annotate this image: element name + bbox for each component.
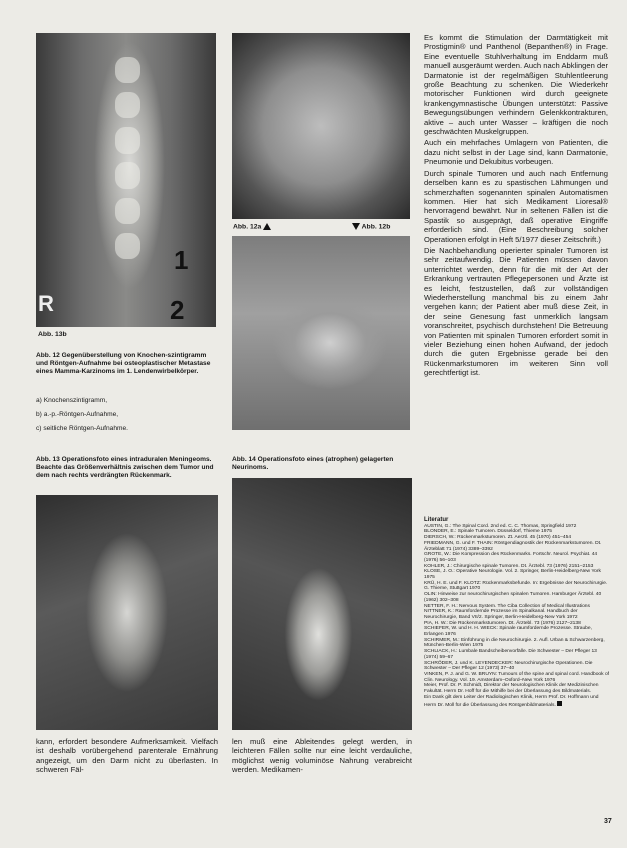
literature-entry: KRÜ, H. E. und F. KLOTZ: Rückenmarksbefunde. In: Ergebnisse der Neurochirurgie. G. Thieme, Stuttgart 1970 [424,580,608,592]
operation-photo-neurinoma [232,478,412,730]
literature-entry: KLOSE, J. O.: Operative Neurologie. Vol. 2. Springer, Berlin-Heidelberg-New York 1975 [424,569,601,581]
literature-entry: SCHIRMER, M.: Einführung in die Neurochirurgie. 2. Aufl. Urban & Schwarzenberg, München-Berlin-Wien 1975 [424,637,605,649]
caption-13-title: Abb. 13 [36,456,60,463]
literature-entry: OLIN: Hinweise zur neurochirurgischen spinalen Tumoren. Hamburger Ärztebl. 40 (1962) 302–308 [424,592,602,603]
fig-12b-text: Abb. 12b [361,223,391,231]
operation-photo-meningioma [36,495,218,730]
right-paragraph-4 [424,246,608,378]
bottom-left-text: kann, erfordert besondere Aufmerksamkeit. Vielfach ist deshalb vorübergehend parenterale Ernährung angezeigt, um den Darm nicht zu überlasten. In schweren Fäl- [36,737,218,775]
literature-entry: NETTER, F. H.: Nervous System. The Ciba Collection of Medical Illustrations [424,603,590,609]
literature-entry: DIERSCH, W.: Rückenmarkstumoren. Zt. Aerztl. 45 (1970) 451–454 [424,535,572,541]
literature-entry: Meier, Prof. Dr. P. Schmidt, Direktor der Neurologischen Klinik der Medizinischen Fakultät. Herrn Dr. Hoff für die Mithilfe bei der Überlassung des Bildmaterials. [424,683,599,695]
literature-entry: KOHLER, J.: Chirurgische spinale Tumoren. Dt. Ärztebl. 73 (1976) 2151–2153 [424,563,594,569]
caption-fig-14 [232,456,412,472]
fig-13b-label: Abb. 13b [38,331,67,338]
bottom-middle-text: len muß eine Ableitendes gelegt werden, in leichteren Fällen sollte nur eine leicht verdauliche, möglichst wenig voluminöse Nahrung verabreicht werden. Medikamen- [232,737,412,775]
right-paragraph-4-text: Die Nachbehandlung operierter spinaler Tumoren ist sehr zeitaufwendig. Die Patienten müssen davon unterrichtet werden, denn für die mit der Art der Erkrankung vertrauten Pflegepersonen und Ärzte ist es leicht, festzustellen, daß zur vollständigen Wiederherstellung manchmal bis zu einem Jahr vergehen kann; der Patient aber muß diese Zeit, in der seine Genesung fast unmerklich langsam voranschreitet, psychisch durchstehen! Die Betreuung von Patienten mit spinalen Tumoren erfordert somit in vieler Beziehung einen hohen Aufwand, der jedoch durch die guten Ergebnisse gerade bei den Rückenmarkstumoren im weiteren Sinn voll gerechtfertigt ist. [424,245,608,378]
literature-entry: AUSTIN, G.: The Spinal Cord. 2nd ed. C. C. Thomas, Springfield 1972 [424,523,577,529]
literature-entry: SCHRÖDER, J. und K. LEYENDECKER: Neurochirurgische Operationen. Die Schwester – Der Pfleger 12 (1973) 37–40 [424,660,593,672]
right-paragraph-1: Es kommt die Stimulation der Darmtätigkeit mit Prostigmin® und Panthenol (Bepanthen®) in Frage. Eine eventuelle Stuhlverhaltung im Enddarm muß manuell ausgeräumt werden. Auch nach Abklingen der Darmatonie ist der regelmäßigen Stuhlentleerung große Beachtung zu schenken. Die Wiederkehr motorischer Funktionen wird durch geeignete krankengymnastische Übungen unterstützt: Passive Bewegungsübungen verhindern Gelenkkontrakturen, aktive – auch unter Wasser – kräftigen die noch geschwächten Muskelgruppen. [424,33,608,137]
triangle-down-icon [352,223,360,230]
xray-lateral-spine-image [232,236,410,430]
fig-12b-label [352,223,390,230]
caption-14-text: Operationsfoto eines (atrophen) gelagerten Neurinoms. [232,456,394,471]
caption-12-item-c: c) seitliche Röntgen-Aufnahme. [36,425,128,432]
right-paragraph-3: Durch spinale Tumoren und auch nach Entfernung derselben kann es zu spastischen Lähmungen und schmerzhaften sogenannten spinalen Automatismen kommen. Hier hat sich Medikament Lioresal® hervorragend bewährt. Nur in seltenen Fällen ist die Spastik so ausgeprägt, daß operative Eingriffe erforderlich sind. (Eine Beschreibung solcher Operationen erfolgt in Heft 5/1977 dieser Zeitschrift.) [424,168,608,244]
literature-heading: Literatur [424,517,449,523]
marker-2-label: 2 [170,295,185,325]
literature-entry-text: Ein Dank gilt dem Leiter der Radiologischen Klinik, Herrn Prof. Dr. Hoffmann und Herrn Dr. Moll für die Überlassung des Röntgenbildmaterials. [424,694,599,708]
literature-entry [424,695,610,708]
fig-12a-label [233,223,271,230]
literature-entry: GROTE, W.: Die Kompression des Rückenmarks. Fortschr. Neurol. Psychiat. 44 (1976) 56–103 [424,552,598,563]
literature-entry: VINKEN, P. J. and G. W. BRUYN: Tumours of the spine and spinal cord. Handbook of Clin. Neurology. Vol. 19. Amsterdam–Oxford–New York 1976 [424,671,610,683]
caption-12-text: Gegenüberstellung von Knochen-szintigramm und Röntgen-Aufnahme bei osteoplastischer Metastase eines Mamma-Karzinoms im 1. Lendenwirbelkörper. [36,352,211,375]
literature-entry: BLONDER, E.: Spinale Tumoren. Düsseldorf, Thieme 1975 [424,529,552,535]
literature-entry: SCHLIACK, H.: Lumbale Bandscheibenvorfälle. Die Schwester – Der Pfleger 13 (1974) 59–67 [424,649,597,660]
caption-fig-12 [36,352,216,376]
literature-entry: SCHIEFER, W. und H. H. WIECK: Spinale raumfordernde Prozesse. Straube, Erlangen 1976 [424,626,592,638]
marker-r-label: R [38,291,54,316]
right-column-text [424,33,608,380]
page-number: 37 [604,818,612,825]
triangle-up-icon [263,223,271,230]
fig-12a-text: Abb. 12a [233,223,262,231]
right-paragraph-2: Auch ein mehrfaches Umlagern von Patienten, die dazu nicht selbst in der Lage sind, kann Darmatonie, Pneumonie und Dekubitus vorbeugen. [424,138,608,167]
caption-13-text: Operationsfoto eines intraduralen Meningeoms. Beachte das Größenverhältnis zwischen dem Tumor und dem nach rechts verdrängten Rückenmark. [36,456,214,479]
scintigram-image [232,33,410,219]
literature-entry: PIA, H. W.: Die Rückenmarkstumoren. Dt. Ärztebl. 73 (1976) 2127–2138 [424,620,581,626]
caption-14-title: Abb. 14 [232,456,256,463]
caption-12-item-b: b) a.-p.-Röntgen-Aufnahme, [36,411,119,418]
caption-12-item-a: a) Knochenszintigramm, [36,397,108,404]
literature-entry: FRIEDMANN, G. und F. THAIN: Röntgendiagnostik der Rückenmarkstumoren. Dt. Ärzteblatt 71 (1974) 3389–3392 [424,540,602,552]
literature-entry: NITTNER, K.: Raumfordernde Prozesse im Spinalkanal. Handbuch der Neurochirurgie, Band VII/2. Springer, Berlin-Heidelberg-New York 1972 [424,609,578,620]
caption-fig-13 [36,456,218,480]
caption-12-title: Abb. 12 [36,352,60,359]
end-mark-icon [557,701,562,706]
xray-ap-spine-image [36,33,216,327]
marker-1-label: 1 [174,245,189,275]
literature-list [424,518,610,708]
